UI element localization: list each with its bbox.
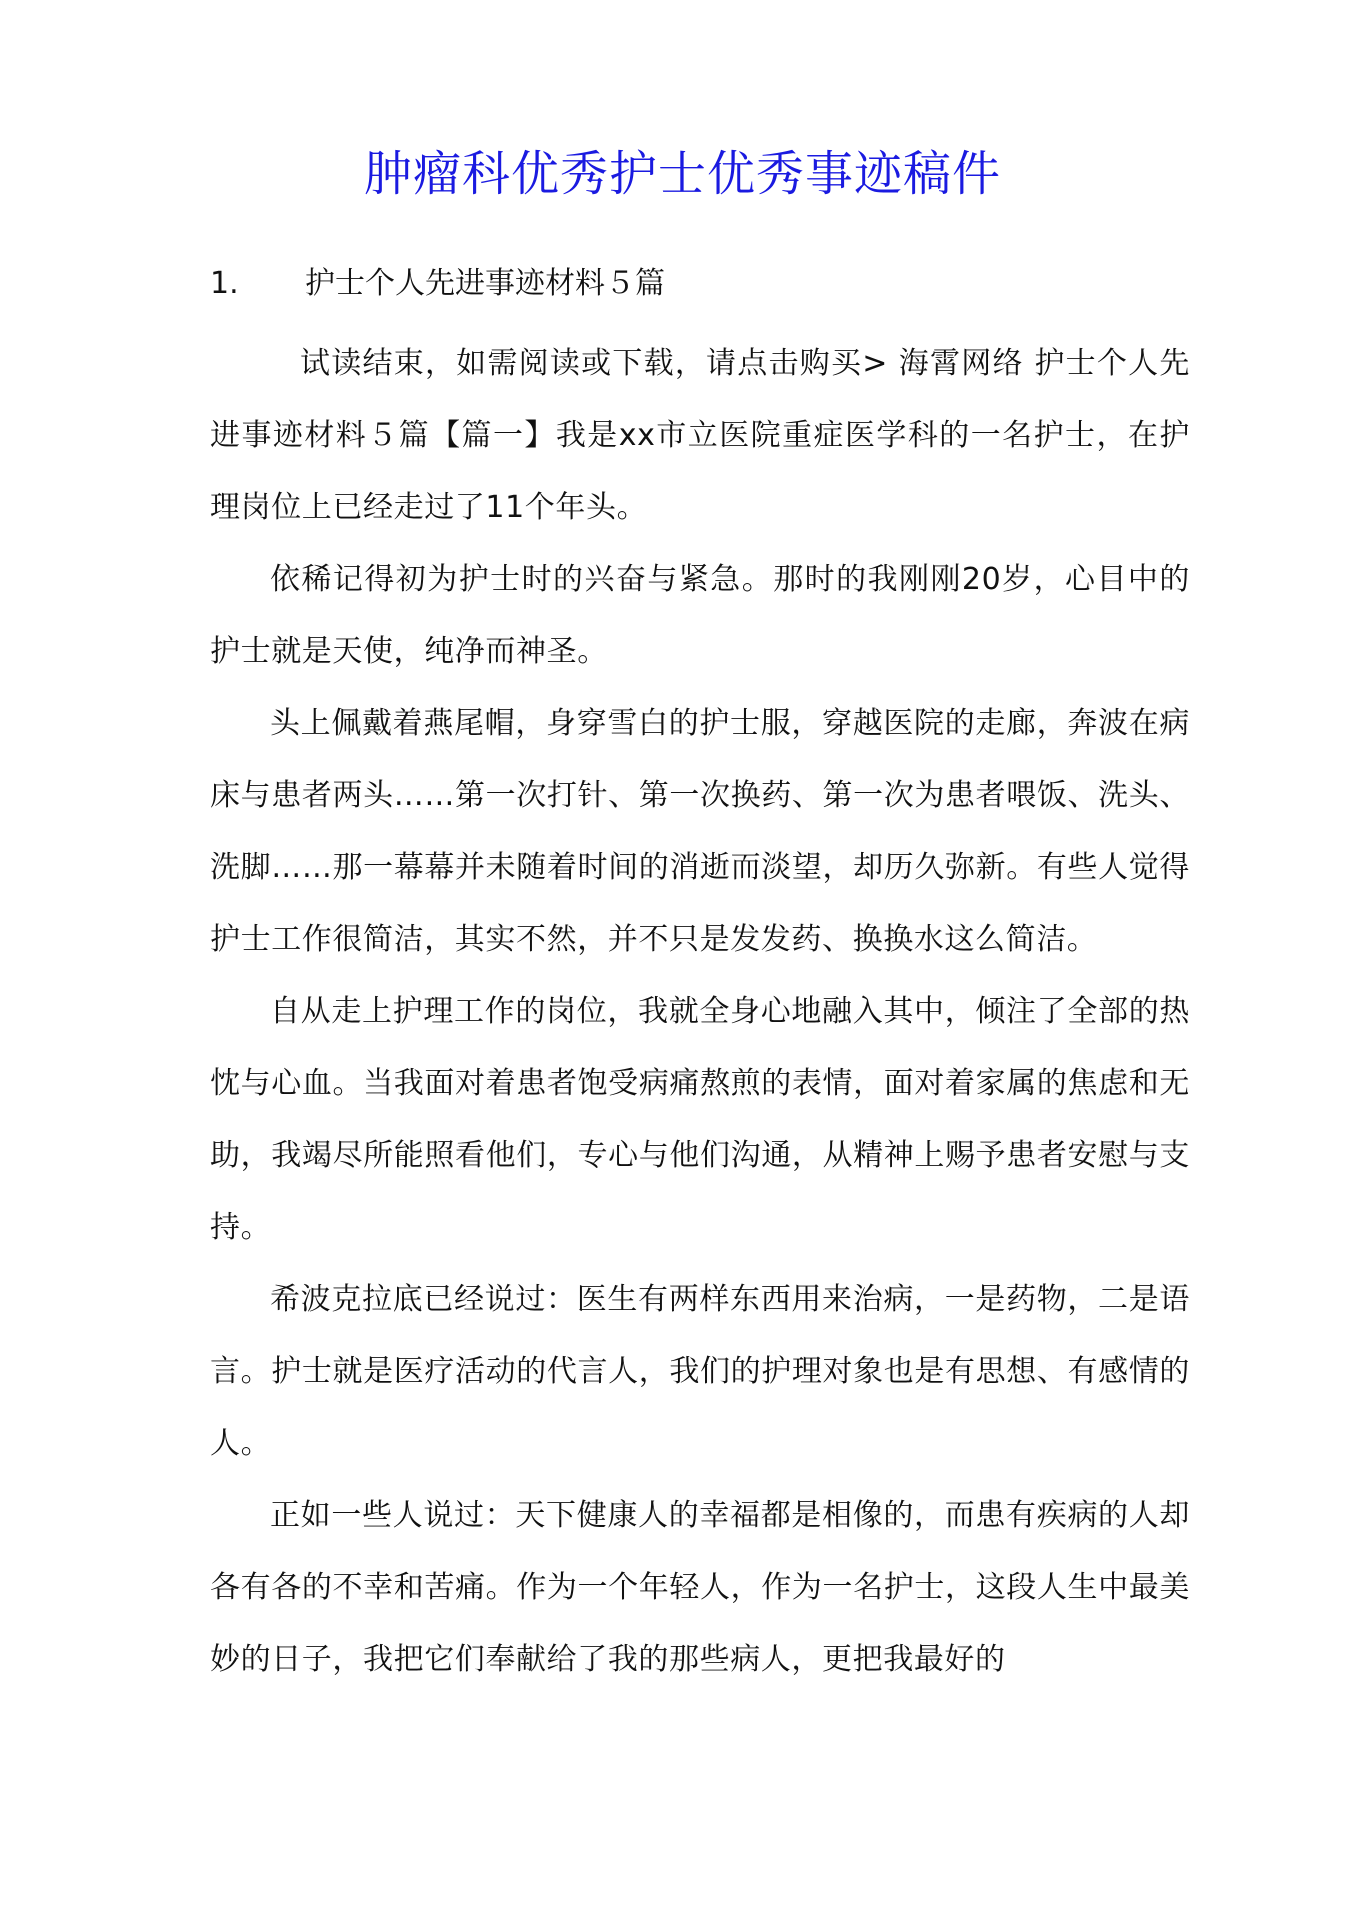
section-heading-text: 护士个人先进事迹材料５篇 [305, 266, 665, 301]
paragraph: 依稀记得初为护士时的兴奋与紧急。那时的我刚刚20岁，心目中的护士就是天使，纯净而神圣。 [210, 562, 1190, 669]
section-heading [210, 258, 665, 310]
section-number: 1. [210, 266, 239, 301]
paragraph: 希波克拉底已经说过：医生有两样东西用来治病，一是药物，二是语言。护士就是医疗活动的代言人，我们的护理对象也是有思想、有感情的人。 [210, 1282, 1190, 1461]
document-title: 肿瘤科优秀护士优秀事迹稿件 [363, 146, 1001, 202]
document-body [210, 328, 1190, 1696]
paragraph: 正如一些人说过：天下健康人的幸福都是相像的，而患有疾病的人却各有各的不幸和苦痛。作为一个年轻人，作为一名护士，这段人生中最美妙的日子，我把它们奉献给了我的那些病人，更把我最好的 [210, 1498, 1190, 1677]
paragraph: 自从走上护理工作的岗位，我就全身心地融入其中，倾注了全部的热忱与心血。当我面对着患者饱受病痛熬煎的表情，面对着家属的焦虑和无助，我竭尽所能照看他们，专心与他们沟通，从精神上赐予患者安慰与支持。 [210, 994, 1190, 1245]
paragraph: 试读结束，如需阅读或下载，请点击购买> 海霄网络 护士个人先进事迹材料５篇【篇一】我是xx市立医院重症医学科的一名护士，在护理岗位上已经走过了11个年头。 [210, 346, 1190, 525]
paragraph: 头上佩戴着燕尾帽，身穿雪白的护士服，穿越医院的走廊，奔波在病床与患者两头……第一次打针、第一次换药、第一次为患者喂饭、洗头、洗脚……那一幕幕并未随着时间的消逝而淡望，却历久弥新。有些人觉得护士工作很简洁，其实不然，并不只是发发药、换换水这么简洁。 [210, 706, 1190, 957]
